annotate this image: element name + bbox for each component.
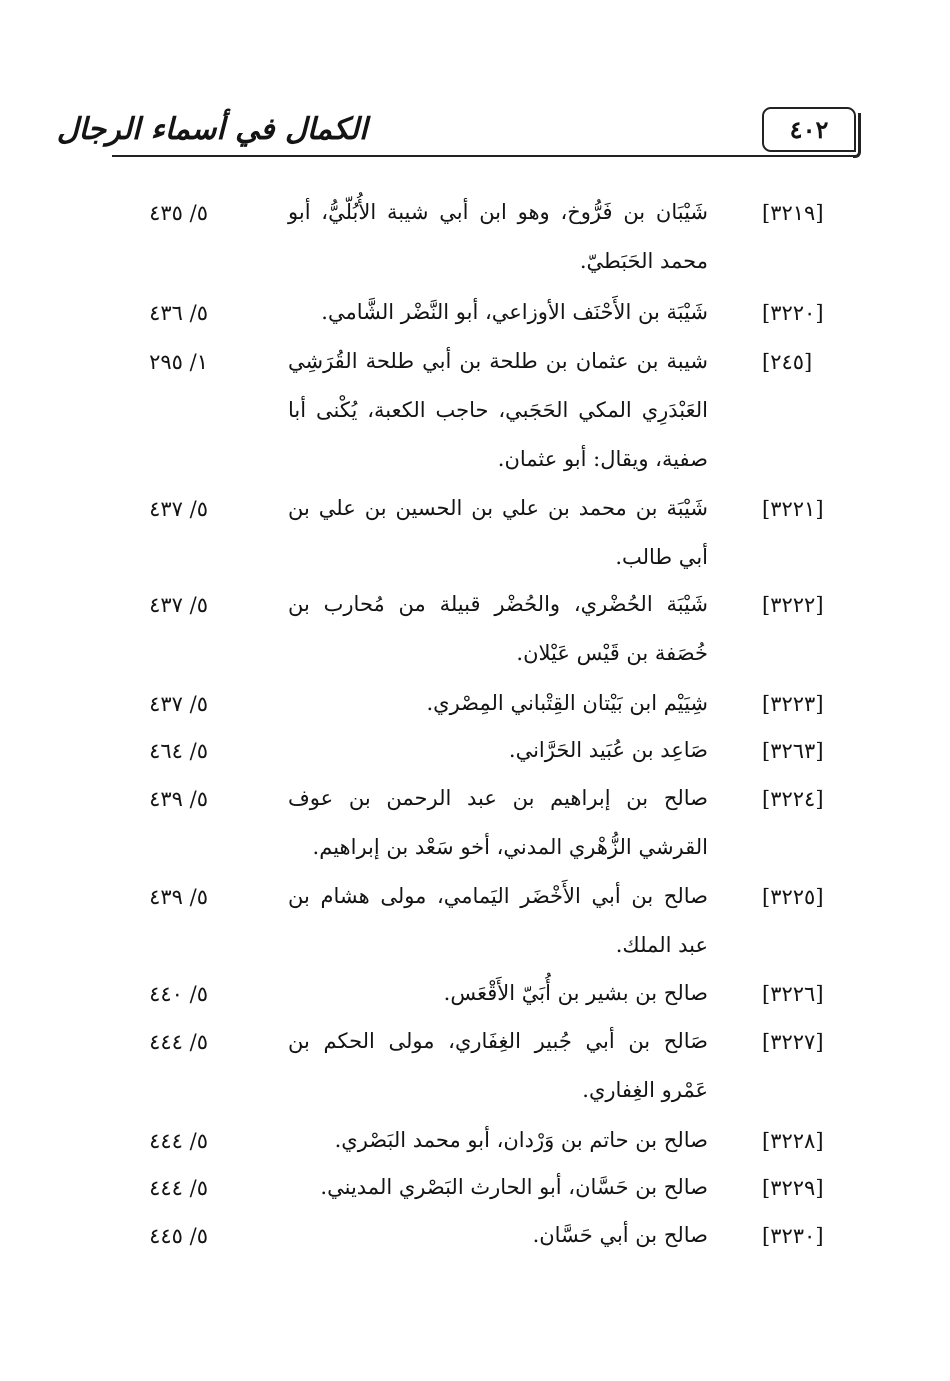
header-rule	[112, 155, 859, 157]
entry-text: شَيْبَان بن فَرُّوخ، وهو ابن أبي شيبة الأُبُلّيُّ، أبو محمد الحَبَطيّ.	[288, 200, 708, 273]
volume-page-ref: ١/ ٢٩٥	[149, 350, 208, 374]
volume-page-ref: ٥/ ٤٣٩	[149, 787, 208, 811]
entry-text: صالح بن حَسَّان، أبو الحارث البَصْري المديني.	[320, 1175, 708, 1199]
entry-number: [٣٢٢٩]	[762, 1176, 824, 1200]
entry-number: [٣٢١٩]	[762, 201, 824, 225]
entry-number: [٣٢٢٢]	[762, 593, 824, 617]
entry-number: [٣٢٣٠]	[762, 1224, 824, 1248]
volume-page-ref: ٥/ ٤٤٤	[149, 1030, 208, 1054]
page-number: ٤٠٢	[789, 115, 829, 144]
volume-page-ref: ٥/ ٤٣٦	[149, 301, 208, 325]
entry-number: [٣٢٢٣]	[762, 692, 824, 716]
entry-number: [٣٢٦٣]	[762, 739, 824, 763]
book-title-calligraphy: الكمال في أسماء الرجال	[56, 111, 368, 147]
entry-text: صالح بن بشير بن أُبَيّ الأَقْعَس.	[443, 981, 708, 1005]
volume-page-ref: ٥/ ٤٣٥	[149, 201, 208, 225]
volume-page-ref: ٥/ ٤٣٧	[149, 593, 208, 617]
volume-page-ref: ٥/ ٤٦٤	[149, 739, 208, 763]
volume-page-ref: ٥/ ٤٤٠	[149, 982, 208, 1006]
entry-text: شِيَيْم ابن بَيْتان القِتْباني المِصْري.	[426, 691, 708, 715]
entry-text: صالح بن أبي الأَخْضَر اليَمامي، مولى هشام بن عبد الملك.	[288, 884, 708, 957]
volume-page-ref: ٥/ ٤٤٥	[149, 1224, 208, 1248]
entry-text: شيبة بن عثمان بن طلحة بن أبي طلحة القُرَشِي العَبْدَرِي المكي الحَجَبي، حاجب الكعبة، يُكْنى أبا صفية، ويقال: أبو عثمان.	[288, 349, 708, 471]
page-number-box	[762, 107, 856, 152]
volume-page-ref: ٥/ ٤٣٧	[149, 692, 208, 716]
entry-text: شَيْبَة بن محمد بن علي بن الحسين بن علي بن أبي طالب.	[288, 496, 708, 569]
entry-number: [٣٢٢٨]	[762, 1129, 824, 1153]
volume-page-ref: ٥/ ٤٤٤	[149, 1129, 208, 1153]
entry-text: صالح بن إبراهيم بن عبد الرحمن بن عوف القرشي الزُّهْري المدني، أخو سَعْد بن إبراهيم.	[288, 786, 708, 859]
entry-number: [٣٢٢٧]	[762, 1030, 824, 1054]
entry-number: [٢٤٥]	[762, 350, 813, 374]
entry-text: صَالح بن أبي جُبير الغِفَاري، مولى الحكم بن عَمْرو الغِفاري.	[288, 1029, 708, 1102]
entry-text: صالح بن حاتم بن وَرْدان، أبو محمد البَصْري.	[334, 1128, 708, 1152]
entry-number: [٣٢٢٦]	[762, 982, 824, 1006]
entry-text: شَيْبَة بن الأَحْنَف الأوزاعي، أبو النَّضْر الشَّامي.	[321, 300, 708, 324]
entry-number: [٣٢٢١]	[762, 497, 824, 521]
entry-text: صالح بن أبي حَسَّان.	[532, 1223, 708, 1247]
entry-number: [٣٢٢٤]	[762, 787, 824, 811]
volume-page-ref: ٥/ ٤٣٩	[149, 885, 208, 909]
entry-number: [٣٢٢٠]	[762, 301, 824, 325]
entry-number: [٣٢٢٥]	[762, 885, 824, 909]
volume-page-ref: ٥/ ٤٣٧	[149, 497, 208, 521]
entry-text: شَيْبَة الحُضْري، والحُضْر قبيلة من مُحارب بن خُصَفة بن قَيْس عَيْلان.	[288, 592, 708, 665]
volume-page-ref: ٥/ ٤٤٤	[149, 1176, 208, 1200]
entry-text: صَاعِد بن عُبَيد الحَرَّاني.	[508, 738, 708, 762]
